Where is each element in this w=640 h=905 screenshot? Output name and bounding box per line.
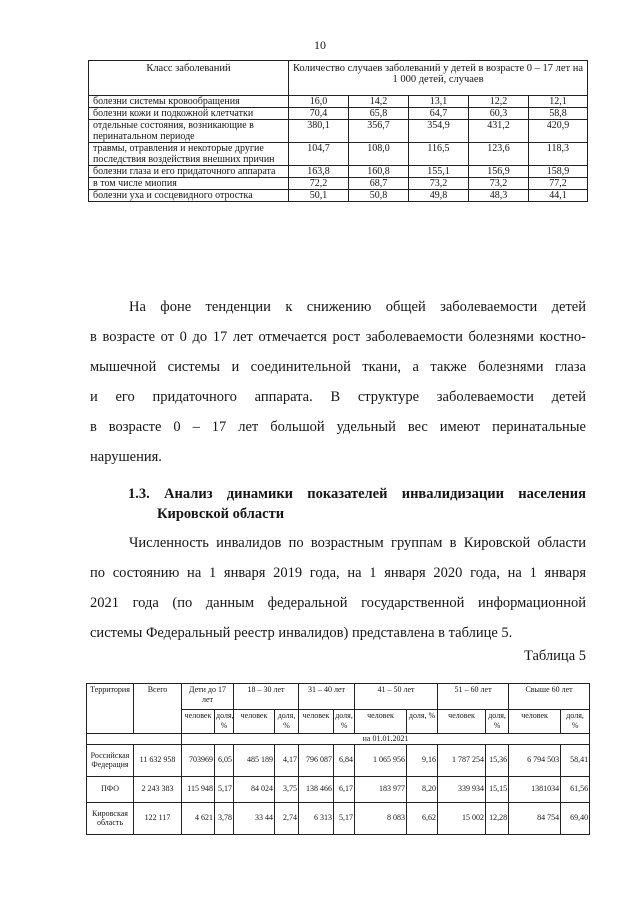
case-value: 160,8 — [349, 166, 409, 178]
people-cell: 183 977 — [355, 776, 407, 802]
case-value: 156,9 — [469, 166, 529, 178]
group-header: 51 – 60 лет — [438, 684, 509, 710]
people-subheader: человек — [509, 710, 561, 734]
group-header: 31 – 40 лет — [299, 684, 355, 710]
case-value: 431,2 — [469, 120, 529, 143]
group-header: 41 – 50 лет — [355, 684, 438, 710]
case-value: 72,2 — [289, 178, 349, 190]
case-value: 68,7 — [349, 178, 409, 190]
people-cell: 84 754 — [509, 802, 561, 834]
case-value: 73,2 — [409, 178, 469, 190]
table-row — [87, 744, 590, 776]
case-value: 70,4 — [289, 108, 349, 120]
share-cell: 3,75 — [275, 776, 299, 802]
share-cell: 3,78 — [215, 802, 234, 834]
people-cell: 84 024 — [234, 776, 275, 802]
people-cell: 485 189 — [234, 744, 275, 776]
case-value: 44,1 — [529, 190, 588, 202]
disease-name: травмы, отравления и некоторые другие последствия воздействия внешних причин — [89, 143, 289, 166]
table-row — [89, 190, 588, 202]
case-value: 12,1 — [529, 96, 588, 108]
disease-class-header: Класс заболеваний — [89, 61, 289, 96]
people-cell: 33 44 — [234, 802, 275, 834]
share-cell: 2,74 — [275, 802, 299, 834]
paragraph-line: На фоне тенденции к снижению общей заболеваемости детей — [129, 299, 586, 315]
disease-name: в том числе миопия — [89, 178, 289, 190]
table-row — [89, 143, 588, 166]
people-cell: 6 313 — [299, 802, 334, 834]
share-cell: 15,15 — [486, 776, 509, 802]
case-value: 48,3 — [469, 190, 529, 202]
share-cell: 15,36 — [486, 744, 509, 776]
disease-name: болезни глаза и его придаточного аппарата — [89, 166, 289, 178]
total-cell: 122 117 — [134, 802, 182, 834]
case-value: 118,3 — [529, 143, 588, 166]
case-value: 163,8 — [289, 166, 349, 178]
case-value: 16,0 — [289, 96, 349, 108]
total-header: Всего — [134, 684, 182, 734]
territory-cell: Кировская область — [87, 802, 134, 834]
table-caption: Таблица 5 — [523, 648, 586, 664]
paragraph-line: и его придаточного аппарата. В структуре заболеваемости детей — [90, 389, 586, 405]
section-heading-line2: Кировской области — [157, 506, 285, 522]
share-cell: 4,17 — [275, 744, 299, 776]
share-cell: 5,17 — [334, 802, 355, 834]
case-value: 116,5 — [409, 143, 469, 166]
case-value: 58,8 — [529, 108, 588, 120]
section-heading-line1: 1.3. Анализ динамики показателей инвалидизации населения — [128, 486, 586, 502]
paragraph-line: мышечной системы и соединительной ткани, а также болезнями глаза — [90, 359, 586, 375]
share-cell: 61,56 — [561, 776, 590, 802]
table-row — [89, 120, 588, 143]
table-row — [89, 166, 588, 178]
paragraph-line: 2021 года (по данным федеральной государственной информационной — [90, 595, 586, 611]
territory-header: Территория — [87, 684, 134, 734]
share-cell: 6,05 — [215, 744, 234, 776]
territory-cell: ПФО — [87, 776, 134, 802]
table-row — [89, 108, 588, 120]
group-header: 18 – 30 лет — [234, 684, 299, 710]
people-subheader: человек — [299, 710, 334, 734]
case-value: 50,8 — [349, 190, 409, 202]
people-cell: 796 087 — [299, 744, 334, 776]
page-number: 10 — [314, 38, 326, 52]
share-cell: 6,17 — [334, 776, 355, 802]
people-cell: 1381034 — [509, 776, 561, 802]
group-header: Дети до 17 лет — [182, 684, 234, 710]
people-cell: 1 065 956 — [355, 744, 407, 776]
disease-table — [88, 60, 588, 202]
people-cell: 115 948 — [182, 776, 215, 802]
people-cell: 15 002 — [438, 802, 486, 834]
table-row — [87, 802, 590, 834]
paragraph-line: в возрасте от 0 до 17 лет отмечается рост заболеваемости болезнями костно- — [90, 329, 586, 345]
paragraph-line: в возрасте 0 – 17 лет большой удельный вес имеют перинатальные — [90, 419, 586, 435]
paragraph-line: по состоянию на 1 января 2019 года, на 1 января 2020 года, на 1 января — [90, 565, 586, 581]
table-row — [87, 776, 590, 802]
year-label: на 01.01.2021 — [182, 734, 590, 745]
people-cell: 138 466 — [299, 776, 334, 802]
case-count-header: Количество случаев заболеваний у детей в возрасте 0 – 17 лет на 1 000 детей, случаев — [289, 61, 588, 96]
share-cell: 58,41 — [561, 744, 590, 776]
people-subheader: человек — [438, 710, 486, 734]
disease-name: болезни системы кровообращения — [89, 96, 289, 108]
people-cell: 8 083 — [355, 802, 407, 834]
share-cell: 9,16 — [407, 744, 438, 776]
share-cell: 5,17 — [215, 776, 234, 802]
share-subheader: доля, % — [275, 710, 299, 734]
total-cell: 11 632 958 — [134, 744, 182, 776]
case-value: 356,7 — [349, 120, 409, 143]
paragraph-disability — [90, 528, 586, 648]
people-cell: 4 621 — [182, 802, 215, 834]
share-cell: 6,62 — [407, 802, 438, 834]
share-subheader: доля, % — [407, 710, 438, 734]
paragraph-line: системы Федеральный реестр инвалидов) представлена в таблице 5. — [90, 625, 513, 641]
case-value: 65,8 — [349, 108, 409, 120]
case-value: 50,1 — [289, 190, 349, 202]
case-value: 158,9 — [529, 166, 588, 178]
share-cell: 8,20 — [407, 776, 438, 802]
disease-name: болезни кожи и подкожной клетчатки — [89, 108, 289, 120]
case-value: 108,0 — [349, 143, 409, 166]
people-cell: 1 787 254 — [438, 744, 486, 776]
people-cell: 339 934 — [438, 776, 486, 802]
people-subheader: человек — [355, 710, 407, 734]
share-subheader: доля, % — [215, 710, 234, 734]
table-row — [89, 178, 588, 190]
paragraph-line: Численность инвалидов по возрастным группам в Кировской области — [129, 535, 586, 551]
people-subheader: человек — [234, 710, 275, 734]
share-cell: 12,28 — [486, 802, 509, 834]
case-value: 104,7 — [289, 143, 349, 166]
share-subheader: доля, % — [334, 710, 355, 734]
case-value: 155,1 — [409, 166, 469, 178]
case-value: 60,3 — [469, 108, 529, 120]
people-cell: 6 794 503 — [509, 744, 561, 776]
group-header: Свыше 60 лет — [509, 684, 590, 710]
section-heading — [128, 484, 586, 524]
case-value: 49,8 — [409, 190, 469, 202]
paragraph-line: нарушения. — [90, 449, 162, 465]
share-subheader: доля, % — [561, 710, 590, 734]
disease-name: отдельные состояния, возникающие в перинатальном периоде — [89, 120, 289, 143]
case-value: 420,9 — [529, 120, 588, 143]
case-value: 64,7 — [409, 108, 469, 120]
case-value: 380,1 — [289, 120, 349, 143]
share-subheader: доля, % — [486, 710, 509, 734]
share-cell: 69,40 — [561, 802, 590, 834]
people-cell: 703969 — [182, 744, 215, 776]
case-value: 14,2 — [349, 96, 409, 108]
case-value: 77,2 — [529, 178, 588, 190]
people-subheader: человек — [182, 710, 215, 734]
case-value: 13,1 — [409, 96, 469, 108]
disability-table — [86, 683, 590, 835]
share-cell: 6,84 — [334, 744, 355, 776]
table-row — [89, 96, 588, 108]
case-value: 354,9 — [409, 120, 469, 143]
case-value: 73,2 — [469, 178, 529, 190]
paragraph-morbidity — [90, 292, 586, 472]
case-value: 123,6 — [469, 143, 529, 166]
total-cell: 2 243 383 — [134, 776, 182, 802]
territory-cell: Российская Федерация — [87, 744, 134, 776]
case-value: 12,2 — [469, 96, 529, 108]
disease-name: болезни уха и сосцевидного отростка — [89, 190, 289, 202]
